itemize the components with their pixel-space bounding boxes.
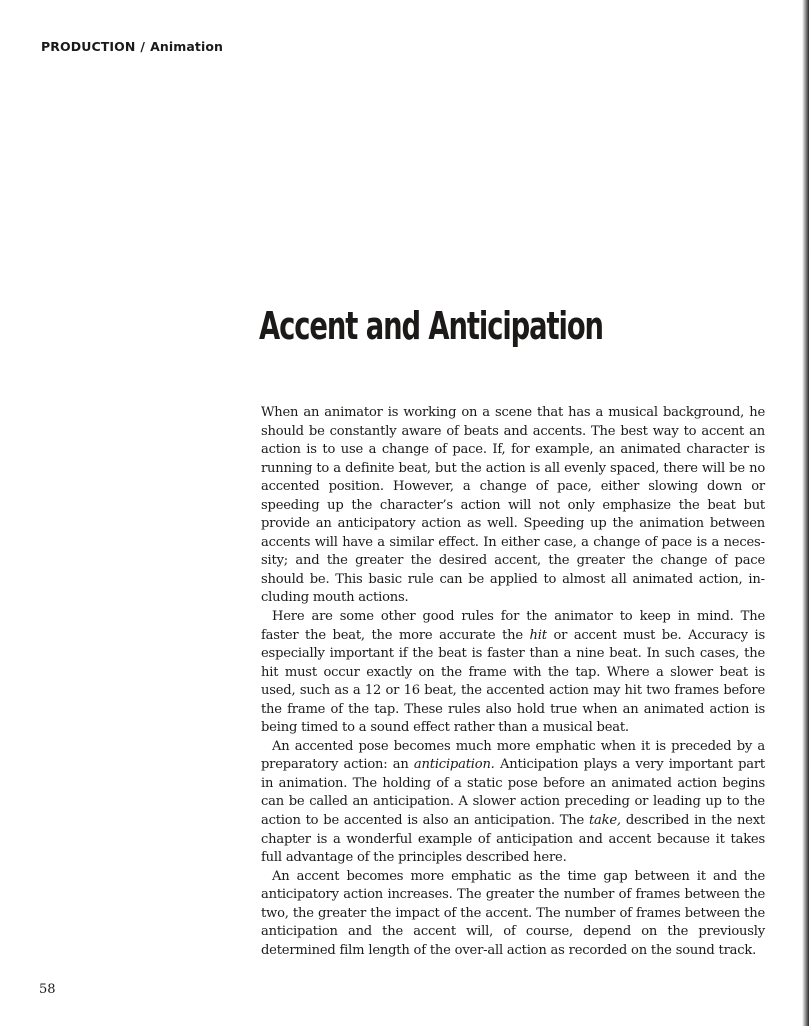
paragraph-text: or accent must be. Accuracy is especially important if the beat is faster than a nine beat. In such cases, the hit must occur exactly on the frame with the tap. Where a slower beat is used, such as a 12 or 16 beat, the accented action may hit two frames before the frame of the tap. These rules also hold true when an animated action is being timed to a sound effect rather than a musical beat.: [261, 627, 765, 736]
paragraph: [261, 608, 765, 738]
running-head-section: PRODUCTION: [41, 39, 136, 54]
italic-term: take,: [588, 813, 621, 829]
paragraph-text: An accent becomes more emphatic as the time gap between it and the anticipatory action increases. The greater the number of frames between the two, the greater the impact of the accent. The number of frames between the anticipation and the accent will, of course, depend on the previously determined film length of the over-all action as recorded on the sound track.: [261, 868, 765, 958]
running-head-subsection: Animation: [150, 39, 224, 54]
page-number: 58: [39, 982, 56, 997]
paragraph: [261, 868, 765, 961]
page-edge-shadow: [802, 0, 809, 1026]
paragraph-text: An accented pose becomes much more emphatic when it is preceded by a preparatory action: an: [261, 738, 765, 773]
paragraph: [261, 404, 765, 608]
paragraph-text: When an animator is working on a scene that has a musical background, he should be constantly aware of beats and accents. The best way to accent an action is to use a change of pace. If, for example, an animated character is running to a definite beat, but the action is all evenly spaced, there will be no accented position. However, a change of pace, either slowing down or speeding up the character’s action will not only emphasize the beat but provide an anticipatory action as well. Speeding up the animation between accents will have a similar effect. In either case, a change of pace is a necessity; and the greater the desired accent, the greater the change of pace should be. This basic rule can be applied to almost all animated action, including mouth actions.: [261, 405, 765, 606]
chapter-title: Accent and Anticipation: [259, 304, 603, 348]
paragraph-text: Anticipation plays a very important part in animation. The holding of a static pose before an animated action begins can be called an anticipation. A slower action preceding or leading up to the action to be accented is also an anticipation. The: [261, 757, 765, 829]
italic-term: hit: [529, 627, 547, 643]
paragraph: [261, 738, 765, 868]
body-text: [261, 404, 765, 960]
italic-term: anticipation.: [413, 757, 495, 773]
running-head-separator: /: [140, 39, 146, 54]
paragraph-text: described in the next chapter is a wonderful example of anticipation and accent because it takes full advantage of the principles described here.: [261, 813, 765, 866]
paragraph-text: Here are some other good rules for the animator to keep in mind. The faster the beat, the more accurate the: [261, 609, 765, 643]
running-head: [41, 39, 223, 54]
